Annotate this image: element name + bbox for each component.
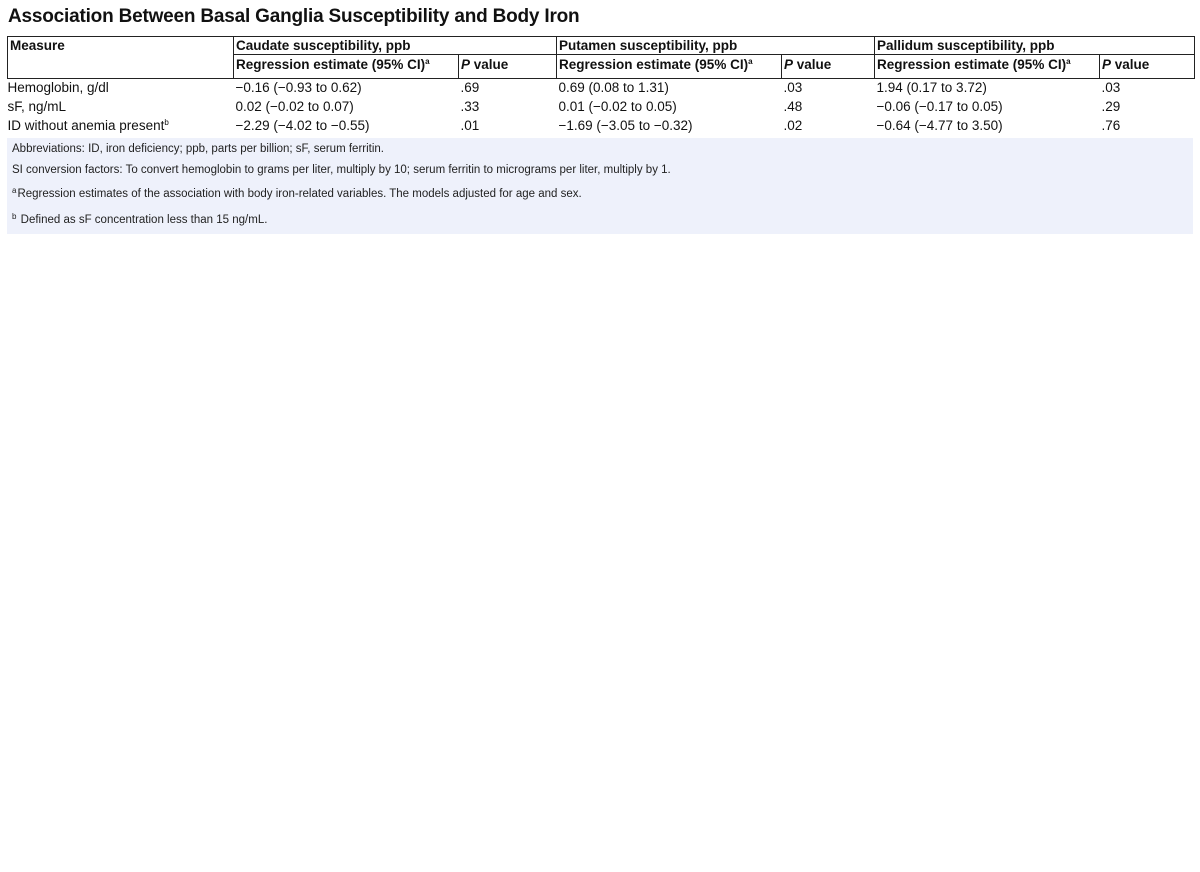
pallidum-estimate-cell: −0.64 (−4.77 to 3.50) bbox=[876, 118, 1003, 133]
caudate-estimate-cell: −2.29 (−4.02 to −0.55) bbox=[235, 118, 370, 133]
putamen-p-cell: .03 bbox=[783, 80, 803, 95]
row-measure-text: ID without anemia present bbox=[7, 118, 165, 133]
row-measure-footnote-mark: b bbox=[164, 118, 169, 127]
putamen-estimate-cell: 0.01 (−0.02 to 0.05) bbox=[558, 99, 677, 114]
pallidum-p-header-label: value bbox=[1111, 57, 1150, 72]
caudate-estimate-cell: 0.02 (−0.02 to 0.07) bbox=[235, 99, 354, 114]
footnote-b bbox=[12, 214, 267, 226]
pallidum-estimate-header bbox=[875, 55, 1100, 79]
table-row bbox=[8, 98, 1195, 117]
footnote-a-mark: a bbox=[12, 186, 17, 195]
footnote-b-text: Defined as sF concentration less than 15 ng/mL. bbox=[20, 214, 268, 226]
pallidum-p-cell: .76 bbox=[1101, 118, 1121, 133]
putamen-p-cell: .02 bbox=[783, 118, 803, 133]
putamen-estimate-footnote-mark: a bbox=[748, 57, 753, 66]
pallidum-estimate-footnote-mark: a bbox=[1066, 57, 1071, 66]
footnote-b-mark: b bbox=[12, 212, 17, 221]
putamen-p-header bbox=[782, 55, 875, 79]
footnote-a-text: Regression estimates of the association with body iron-related variables. The models adjusted for age and sex. bbox=[17, 188, 582, 200]
putamen-estimate-header-label: Regression estimate (95% CI) bbox=[559, 57, 749, 72]
table-row bbox=[8, 117, 1195, 136]
footnote-a bbox=[12, 188, 582, 200]
row-measure-label bbox=[8, 79, 234, 99]
row-measure-label bbox=[8, 98, 234, 117]
caudate-estimate-header-label: Regression estimate (95% CI) bbox=[236, 57, 426, 72]
putamen-estimate-header bbox=[557, 55, 782, 79]
pallidum-group-header: Pallidum susceptibility, ppb bbox=[875, 37, 1195, 55]
caudate-p-header-italic: P bbox=[461, 57, 471, 72]
si-conversion-note: SI conversion factors: To convert hemoglobin to grams per liter, multiply by 10; serum ferritin to micrograms per liter, multiply by 1. bbox=[12, 164, 671, 176]
putamen-group-header: Putamen susceptibility, ppb bbox=[557, 37, 875, 55]
pallidum-estimate-cell: −0.06 (−0.17 to 0.05) bbox=[876, 99, 1003, 114]
row-measure-label bbox=[8, 117, 234, 136]
putamen-p-header-label: value bbox=[793, 57, 832, 72]
putamen-estimate-cell: 0.69 (0.08 to 1.31) bbox=[558, 80, 669, 95]
putamen-estimate-cell: −1.69 (−3.05 to −0.32) bbox=[558, 118, 693, 133]
pallidum-estimate-cell: 1.94 (0.17 to 3.72) bbox=[876, 80, 987, 95]
pallidum-estimate-header-label: Regression estimate (95% CI) bbox=[877, 57, 1067, 72]
pallidum-p-header-italic: P bbox=[1102, 57, 1112, 72]
putamen-p-header-italic: P bbox=[784, 57, 794, 72]
putamen-p-cell: .48 bbox=[783, 99, 803, 114]
table-row bbox=[8, 79, 1195, 99]
table-title: Association Between Basal Ganglia Susceptibility and Body Iron bbox=[8, 6, 580, 27]
caudate-p-cell: .69 bbox=[460, 80, 480, 95]
caudate-estimate-header bbox=[234, 55, 459, 79]
header-row-groups bbox=[8, 37, 1195, 55]
row-measure-text: sF, ng/mL bbox=[7, 99, 67, 114]
results-table bbox=[7, 36, 1195, 136]
caudate-p-header-label: value bbox=[470, 57, 509, 72]
caudate-estimate-cell: −0.16 (−0.93 to 0.62) bbox=[235, 80, 362, 95]
caudate-p-header bbox=[459, 55, 557, 79]
caudate-p-cell: .01 bbox=[460, 118, 480, 133]
pallidum-p-cell: .29 bbox=[1101, 99, 1121, 114]
pallidum-p-header bbox=[1100, 55, 1195, 79]
row-measure-text: Hemoglobin, g/dl bbox=[7, 80, 109, 95]
caudate-group-header: Caudate susceptibility, ppb bbox=[234, 37, 557, 55]
abbreviations-note: Abbreviations: ID, iron deficiency; ppb, parts per billion; sF, serum ferritin. bbox=[12, 143, 384, 155]
footnotes-panel bbox=[7, 138, 1193, 234]
caudate-estimate-footnote-mark: a bbox=[425, 57, 430, 66]
pallidum-p-cell: .03 bbox=[1101, 80, 1121, 95]
caudate-p-cell: .33 bbox=[460, 99, 480, 114]
measure-column-header: Measure bbox=[8, 37, 234, 79]
